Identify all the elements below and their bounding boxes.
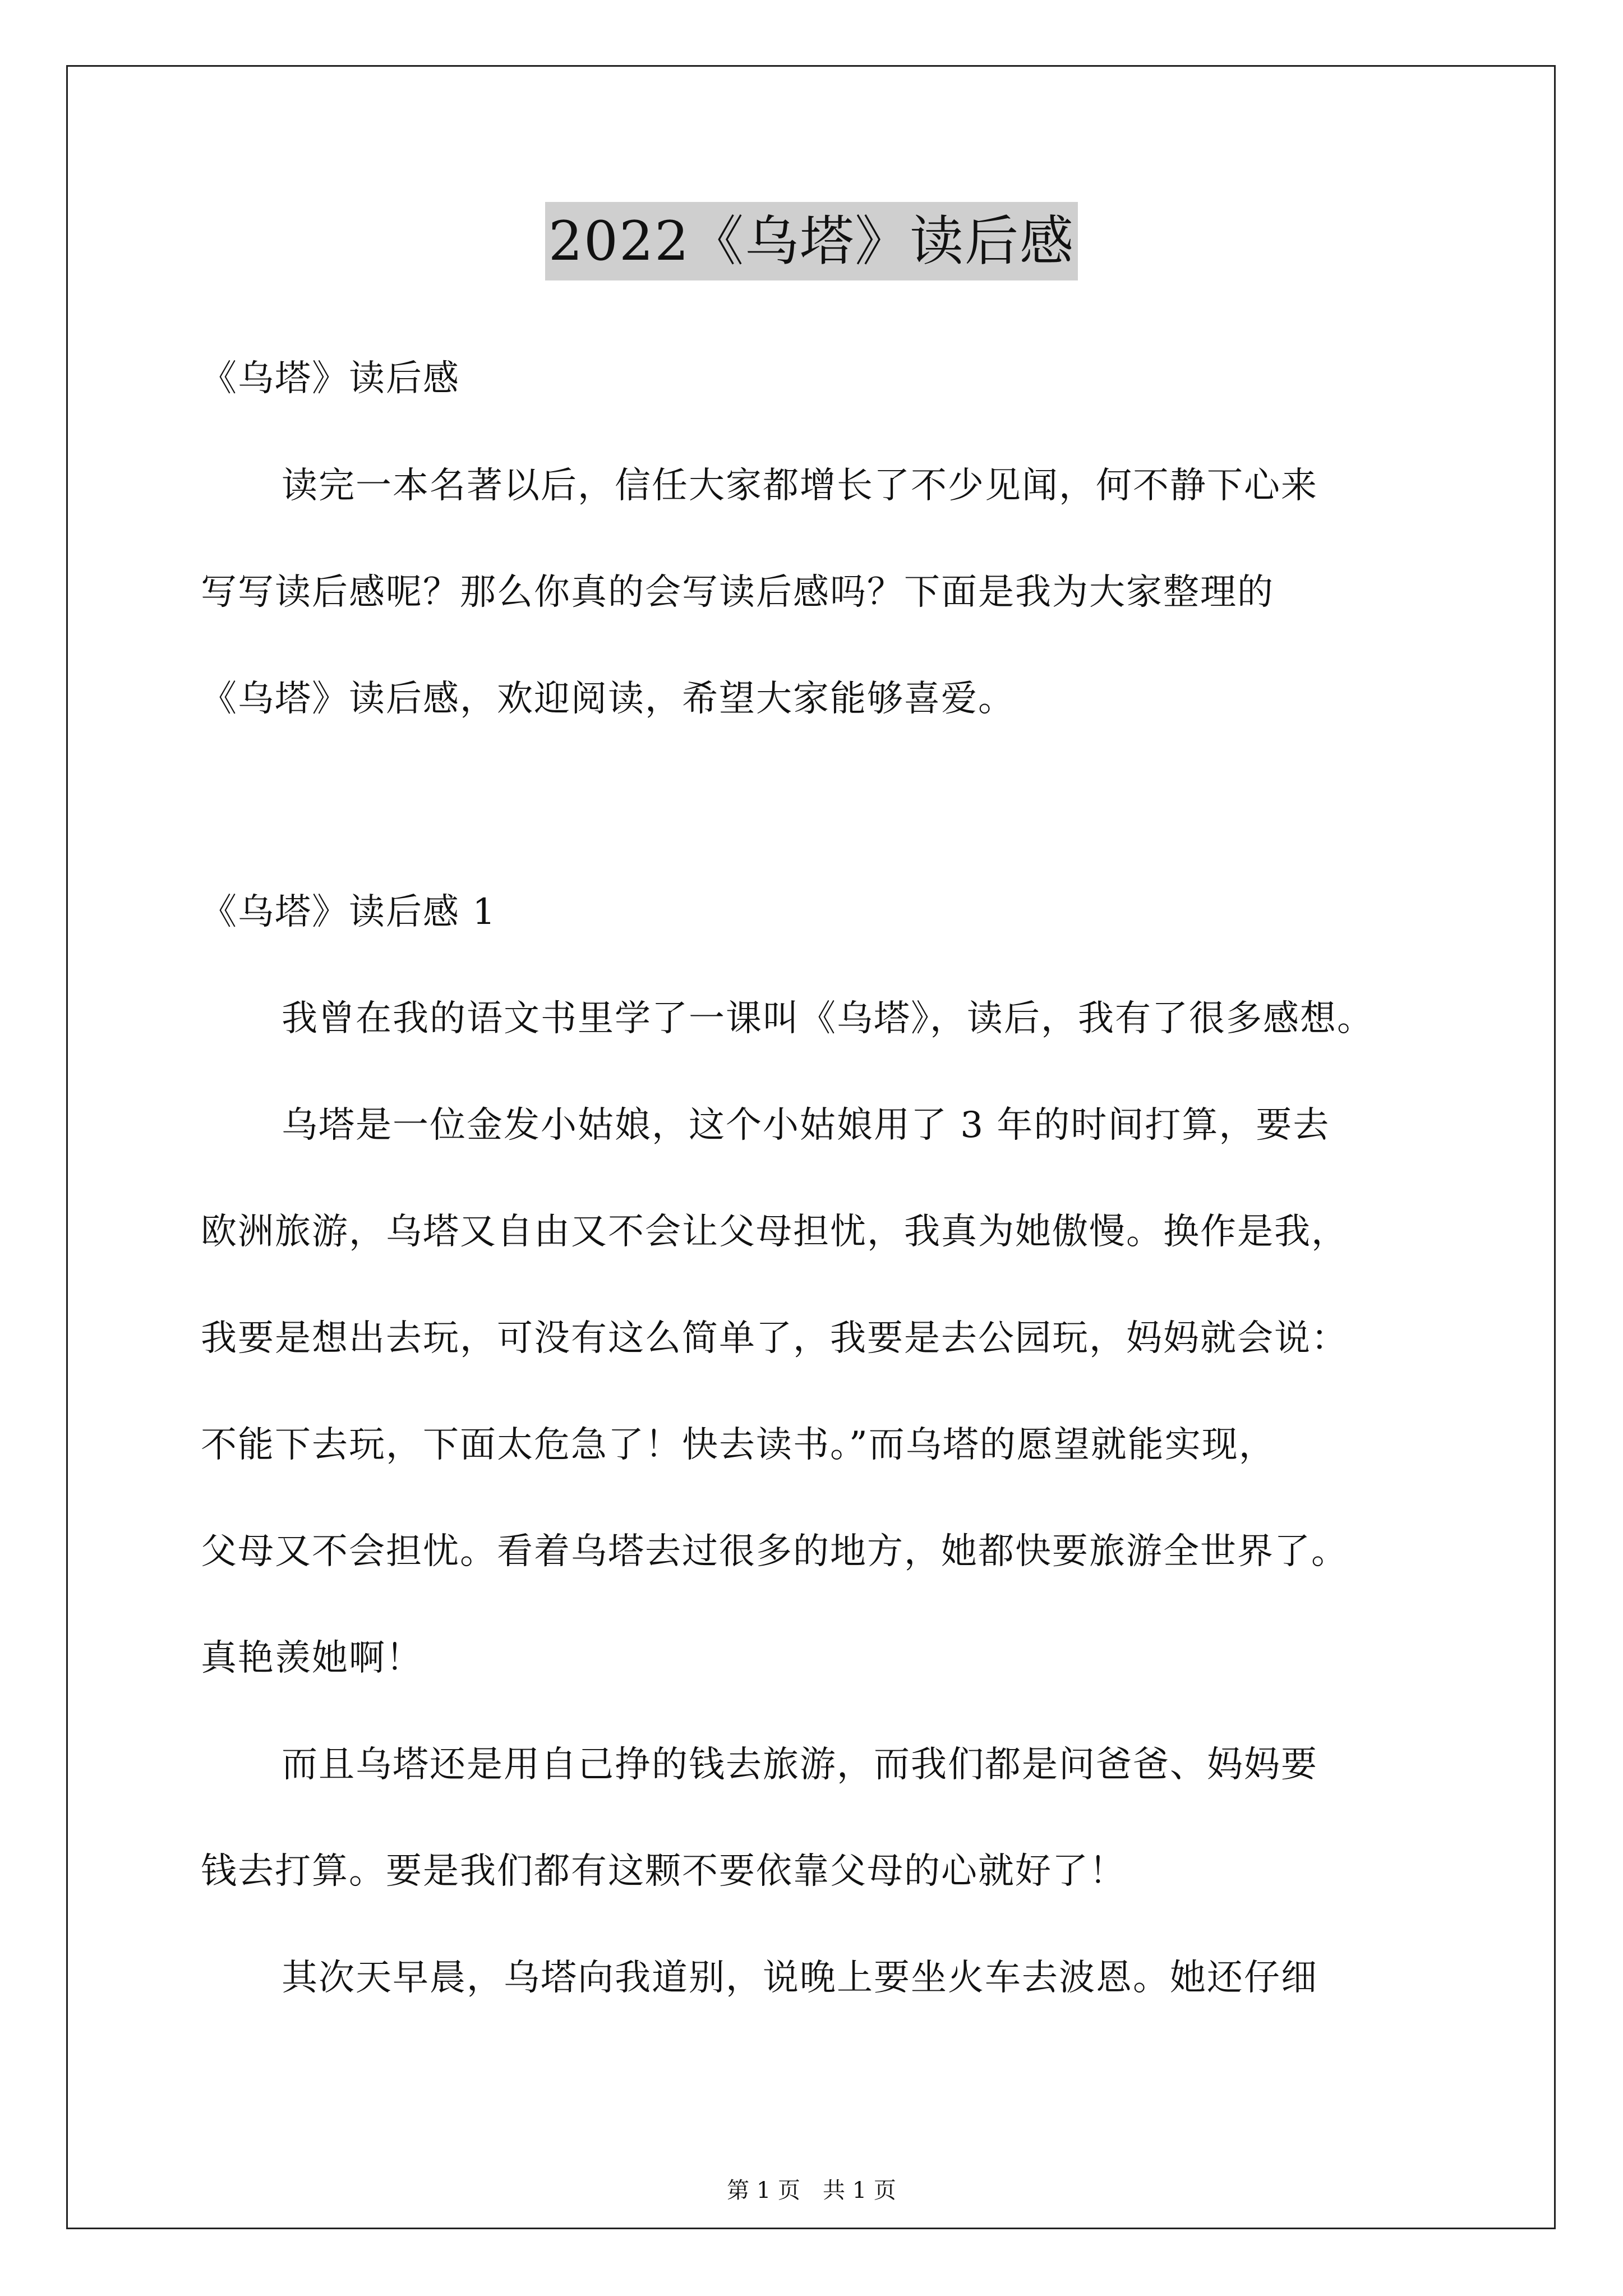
body-line-6: 父母又不会担忧。看着乌塔去过很多的地方，她都快要旅游全世界了。 bbox=[201, 1531, 1348, 1572]
body-line-7: 真艳羡她啊！ bbox=[201, 1637, 423, 1679]
intro-line-2: 写写读后感呢？那么你真的会写读后感吗？下面是我为大家整理的 bbox=[201, 572, 1274, 613]
section-heading: 《乌塔》读后感 1 bbox=[201, 891, 497, 933]
document-title: 2022《乌塔》读后感 bbox=[545, 202, 1078, 280]
title-container bbox=[0, 202, 1623, 280]
body-line-1: 我曾在我的语文书里学了一课叫《乌塔》，读后，我有了很多感想。 bbox=[282, 998, 1374, 1039]
intro-line-1: 读完一本名著以后，信任大家都增长了不少见闻，何不静下心来 bbox=[282, 465, 1318, 507]
body-line-2: 乌塔是一位金发小姑娘，这个小姑娘用了 3 年的时间打算，要去 bbox=[282, 1105, 1330, 1146]
body-line-3: 欧洲旅游，乌塔又自由又不会让父母担忧，我真为她傲慢。换作是我， bbox=[201, 1211, 1348, 1253]
body-line-5: 不能下去玩，下面太危急了！快去读书。”而乌塔的愿望就能实现， bbox=[201, 1424, 1276, 1466]
subtitle: 《乌塔》读后感 bbox=[201, 358, 460, 399]
body-line-4: 我要是想出去玩，可没有这么简单了，我要是去公园玩，妈妈就会说： bbox=[201, 1318, 1348, 1359]
body-line-9: 钱去打算。要是我们都有这颗不要依靠父母的心就好了！ bbox=[201, 1851, 1126, 1892]
body-line-8: 而且乌塔还是用自己挣的钱去旅游，而我们都是问爸爸、妈妈要 bbox=[282, 1744, 1318, 1786]
body-line-10: 其次天早晨，乌塔向我道别，说晚上要坐火车去波恩。她还仔细 bbox=[282, 1957, 1318, 1999]
page-footer: 第 1 页 共 1 页 bbox=[727, 2178, 896, 2203]
intro-line-3: 《乌塔》读后感，欢迎阅读，希望大家能够喜爱。 bbox=[201, 678, 1015, 720]
